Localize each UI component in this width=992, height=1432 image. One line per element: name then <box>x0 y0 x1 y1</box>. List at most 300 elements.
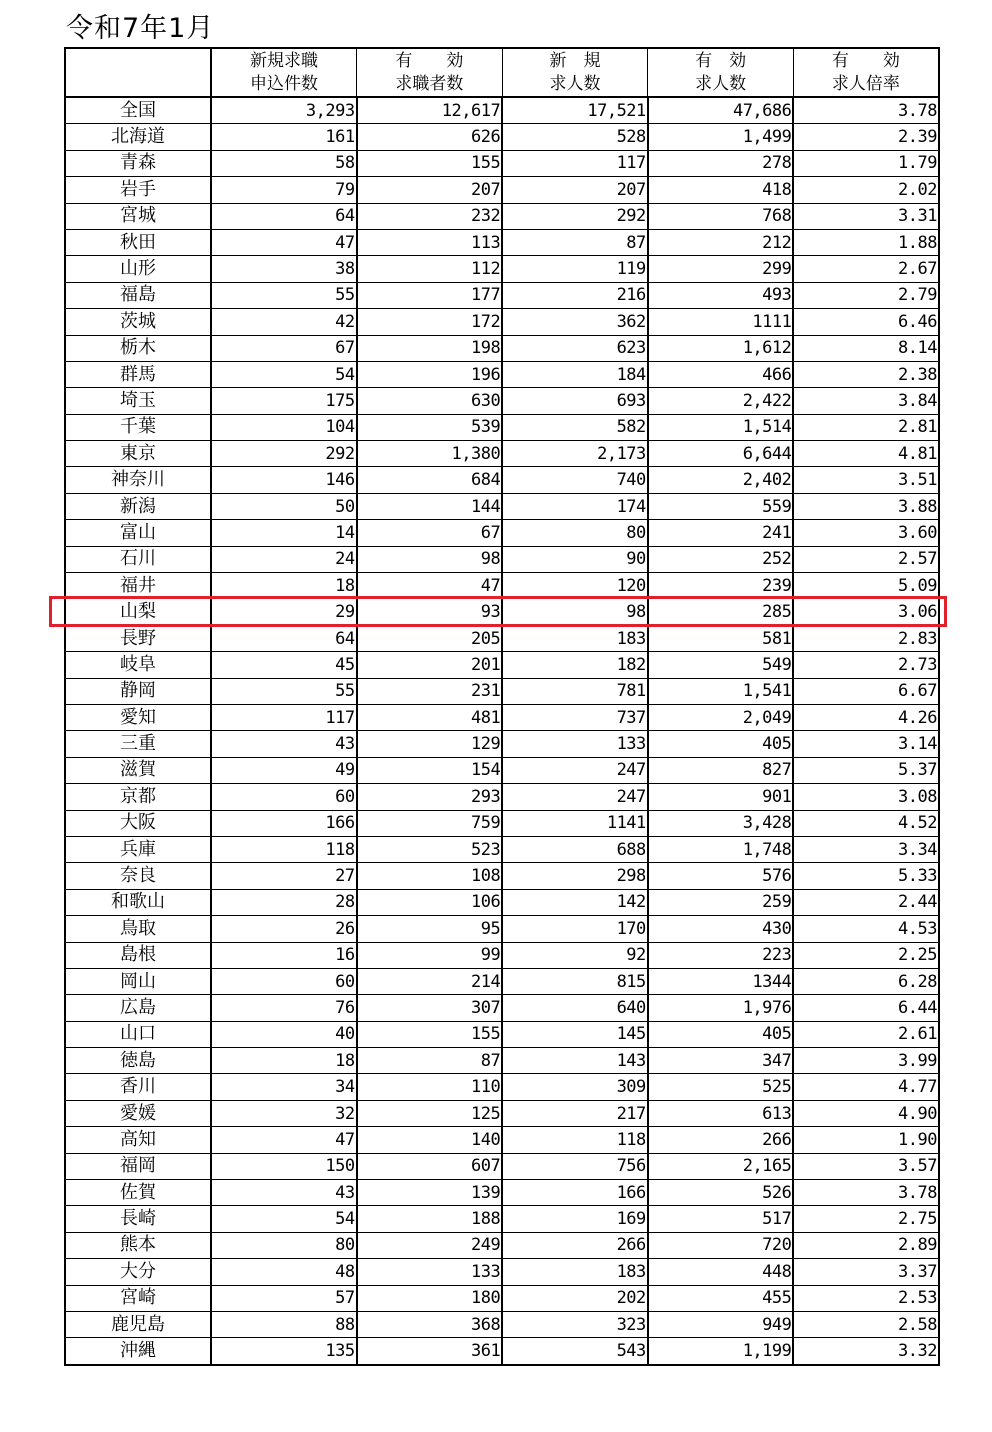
active-openings-cell: 1111 <box>648 309 794 335</box>
ratio-cell: 6.46 <box>793 309 939 335</box>
ratio-cell: 4.26 <box>793 704 939 730</box>
active-seekers-cell: 95 <box>357 916 503 942</box>
active-seekers-cell: 155 <box>357 1021 503 1047</box>
ratio-cell: 2.57 <box>793 546 939 572</box>
new-openings-cell: 292 <box>502 203 648 229</box>
new-openings-cell: 247 <box>502 784 648 810</box>
new-applications-cell: 135 <box>211 1338 357 1365</box>
new-openings-cell: 120 <box>502 573 648 599</box>
table-row <box>65 995 939 1021</box>
active-openings-cell: 418 <box>648 177 794 203</box>
ratio-cell: 2.02 <box>793 177 939 203</box>
active-openings-cell: 405 <box>648 1021 794 1047</box>
header-active-openings <box>648 48 794 97</box>
prefecture-cell: 岡山 <box>65 968 211 994</box>
ratio-cell: 3.51 <box>793 467 939 493</box>
active-openings-cell: 1,748 <box>648 836 794 862</box>
table-row <box>65 309 939 335</box>
active-seekers-cell: 293 <box>357 784 503 810</box>
new-openings-cell: 2,173 <box>502 441 648 467</box>
table-row <box>65 441 939 467</box>
new-applications-cell: 175 <box>211 388 357 414</box>
table-row <box>65 493 939 519</box>
active-openings-cell: 526 <box>648 1180 794 1206</box>
ratio-cell: 6.44 <box>793 995 939 1021</box>
header-active-seekers <box>357 48 503 97</box>
active-seekers-cell: 198 <box>357 335 503 361</box>
header-line: 新 規 <box>549 50 601 71</box>
table-row <box>65 942 939 968</box>
prefecture-cell: 徳島 <box>65 1048 211 1074</box>
new-openings-cell: 119 <box>502 256 648 282</box>
new-applications-cell: 161 <box>211 124 357 150</box>
table-row <box>65 916 939 942</box>
header-new-openings <box>502 48 648 97</box>
active-seekers-cell: 249 <box>357 1232 503 1258</box>
active-seekers-cell: 481 <box>357 704 503 730</box>
active-openings-cell: 252 <box>648 546 794 572</box>
new-openings-cell: 640 <box>502 995 648 1021</box>
active-seekers-cell: 110 <box>357 1074 503 1100</box>
new-applications-cell: 117 <box>211 704 357 730</box>
new-applications-cell: 79 <box>211 177 357 203</box>
new-openings-cell: 202 <box>502 1285 648 1311</box>
ratio-cell: 2.38 <box>793 361 939 387</box>
active-seekers-cell: 196 <box>357 361 503 387</box>
new-applications-cell: 76 <box>211 995 357 1021</box>
table-row <box>65 968 939 994</box>
new-openings-cell: 582 <box>502 414 648 440</box>
new-applications-cell: 24 <box>211 546 357 572</box>
table-row <box>65 1206 939 1232</box>
header-new-applications <box>211 48 357 97</box>
active-openings-cell: 768 <box>648 203 794 229</box>
active-openings-cell: 581 <box>648 625 794 651</box>
new-openings-cell: 169 <box>502 1206 648 1232</box>
header-line: 求職者数 <box>395 73 464 94</box>
active-seekers-cell: 108 <box>357 863 503 889</box>
active-seekers-cell: 155 <box>357 150 503 176</box>
prefecture-cell: 島根 <box>65 942 211 968</box>
new-applications-cell: 27 <box>211 863 357 889</box>
new-openings-cell: 362 <box>502 309 648 335</box>
new-applications-cell: 55 <box>211 678 357 704</box>
table-row <box>65 467 939 493</box>
prefecture-cell: 香川 <box>65 1074 211 1100</box>
new-applications-cell: 166 <box>211 810 357 836</box>
prefecture-cell: 三重 <box>65 731 211 757</box>
active-openings-cell: 493 <box>648 282 794 308</box>
header-row <box>65 48 939 97</box>
new-applications-cell: 50 <box>211 493 357 519</box>
new-openings-cell: 1141 <box>502 810 648 836</box>
table-row <box>65 1048 939 1074</box>
active-seekers-cell: 214 <box>357 968 503 994</box>
active-openings-cell: 2,402 <box>648 467 794 493</box>
new-openings-cell: 266 <box>502 1232 648 1258</box>
ratio-cell: 3.88 <box>793 493 939 519</box>
header-line: 有 効 <box>695 50 747 71</box>
table-row <box>65 388 939 414</box>
new-applications-cell: 45 <box>211 652 357 678</box>
active-openings-cell: 455 <box>648 1285 794 1311</box>
table-row <box>65 520 939 546</box>
ratio-cell: 2.39 <box>793 124 939 150</box>
ratio-cell: 1.90 <box>793 1127 939 1153</box>
prefecture-cell: 岩手 <box>65 177 211 203</box>
ratio-cell: 1.79 <box>793 150 939 176</box>
table-row <box>65 256 939 282</box>
new-openings-cell: 183 <box>502 1259 648 1285</box>
ratio-cell: 1.88 <box>793 229 939 255</box>
table-row <box>65 546 939 572</box>
prefecture-cell: 沖縄 <box>65 1338 211 1365</box>
new-openings-cell: 781 <box>502 678 648 704</box>
prefecture-cell: 群馬 <box>65 361 211 387</box>
ratio-cell: 5.33 <box>793 863 939 889</box>
prefecture-cell: 山形 <box>65 256 211 282</box>
header-line: 申込件数 <box>250 73 319 94</box>
active-openings-cell: 559 <box>648 493 794 519</box>
prefecture-cell: 山口 <box>65 1021 211 1047</box>
active-seekers-cell: 12,617 <box>357 97 503 124</box>
active-openings-cell: 525 <box>648 1074 794 1100</box>
ratio-cell: 3.99 <box>793 1048 939 1074</box>
new-openings-cell: 623 <box>502 335 648 361</box>
active-openings-cell: 47,686 <box>648 97 794 124</box>
new-openings-cell: 145 <box>502 1021 648 1047</box>
active-openings-cell: 2,049 <box>648 704 794 730</box>
ratio-cell: 5.37 <box>793 757 939 783</box>
active-seekers-cell: 232 <box>357 203 503 229</box>
header-line: 新規求職 <box>250 50 319 71</box>
active-openings-cell: 430 <box>648 916 794 942</box>
active-seekers-cell: 113 <box>357 229 503 255</box>
active-openings-cell: 299 <box>648 256 794 282</box>
ratio-cell: 4.52 <box>793 810 939 836</box>
ratio-cell: 3.84 <box>793 388 939 414</box>
new-openings-cell: 217 <box>502 1100 648 1126</box>
active-seekers-cell: 67 <box>357 520 503 546</box>
new-openings-cell: 183 <box>502 625 648 651</box>
prefecture-cell: 全国 <box>65 97 211 124</box>
prefecture-cell: 熊本 <box>65 1232 211 1258</box>
new-applications-cell: 54 <box>211 361 357 387</box>
new-applications-cell: 40 <box>211 1021 357 1047</box>
new-openings-cell: 815 <box>502 968 648 994</box>
new-applications-cell: 60 <box>211 784 357 810</box>
table-row <box>65 836 939 862</box>
table-row <box>65 1285 939 1311</box>
new-openings-cell: 17,521 <box>502 97 648 124</box>
active-openings-cell: 1,199 <box>648 1338 794 1365</box>
ratio-cell: 2.81 <box>793 414 939 440</box>
header-line: 求人数 <box>695 73 747 94</box>
prefecture-cell: 長崎 <box>65 1206 211 1232</box>
new-openings-cell: 309 <box>502 1074 648 1100</box>
table-row <box>65 1232 939 1258</box>
table-row <box>65 599 939 625</box>
prefecture-cell: 佐賀 <box>65 1180 211 1206</box>
new-applications-cell: 43 <box>211 1180 357 1206</box>
prefecture-cell: 愛媛 <box>65 1100 211 1126</box>
table-row <box>65 203 939 229</box>
active-seekers-cell: 523 <box>357 836 503 862</box>
table-row <box>65 1021 939 1047</box>
new-openings-cell: 80 <box>502 520 648 546</box>
active-seekers-cell: 539 <box>357 414 503 440</box>
header-openings-ratio <box>793 48 939 97</box>
active-seekers-cell: 307 <box>357 995 503 1021</box>
new-applications-cell: 67 <box>211 335 357 361</box>
active-seekers-cell: 139 <box>357 1180 503 1206</box>
prefecture-cell: 和歌山 <box>65 889 211 915</box>
new-applications-cell: 29 <box>211 599 357 625</box>
prefecture-cell: 京都 <box>65 784 211 810</box>
ratio-cell: 2.89 <box>793 1232 939 1258</box>
active-openings-cell: 901 <box>648 784 794 810</box>
new-applications-cell: 64 <box>211 625 357 651</box>
active-seekers-cell: 1,380 <box>357 441 503 467</box>
prefecture-cell: 鹿児島 <box>65 1311 211 1337</box>
prefecture-cell: 静岡 <box>65 678 211 704</box>
new-applications-cell: 292 <box>211 441 357 467</box>
table-row <box>65 150 939 176</box>
active-openings-cell: 466 <box>648 361 794 387</box>
prefecture-cell: 鳥取 <box>65 916 211 942</box>
ratio-cell: 3.60 <box>793 520 939 546</box>
active-openings-cell: 613 <box>648 1100 794 1126</box>
new-applications-cell: 80 <box>211 1232 357 1258</box>
table-row <box>65 282 939 308</box>
prefecture-cell: 長野 <box>65 625 211 651</box>
prefecture-cell: 愛知 <box>65 704 211 730</box>
table-row <box>65 1311 939 1337</box>
prefecture-cell: 石川 <box>65 546 211 572</box>
prefecture-cell: 福岡 <box>65 1153 211 1179</box>
active-seekers-cell: 172 <box>357 309 503 335</box>
new-openings-cell: 740 <box>502 467 648 493</box>
active-openings-cell: 720 <box>648 1232 794 1258</box>
ratio-cell: 3.34 <box>793 836 939 862</box>
prefecture-cell: 東京 <box>65 441 211 467</box>
table-row <box>65 177 939 203</box>
new-applications-cell: 38 <box>211 256 357 282</box>
active-seekers-cell: 140 <box>357 1127 503 1153</box>
ratio-cell: 3.78 <box>793 1180 939 1206</box>
new-applications-cell: 47 <box>211 1127 357 1153</box>
active-seekers-cell: 144 <box>357 493 503 519</box>
ratio-cell: 2.25 <box>793 942 939 968</box>
new-applications-cell: 118 <box>211 836 357 862</box>
new-openings-cell: 688 <box>502 836 648 862</box>
new-openings-cell: 174 <box>502 493 648 519</box>
new-applications-cell: 47 <box>211 229 357 255</box>
active-openings-cell: 2,422 <box>648 388 794 414</box>
table-row <box>65 652 939 678</box>
active-seekers-cell: 125 <box>357 1100 503 1126</box>
active-openings-cell: 1,514 <box>648 414 794 440</box>
ratio-cell: 3.37 <box>793 1259 939 1285</box>
prefecture-cell: 千葉 <box>65 414 211 440</box>
active-seekers-cell: 607 <box>357 1153 503 1179</box>
prefecture-cell: 兵庫 <box>65 836 211 862</box>
ratio-cell: 4.53 <box>793 916 939 942</box>
active-openings-cell: 285 <box>648 599 794 625</box>
ratio-cell: 3.78 <box>793 97 939 124</box>
table-row <box>65 810 939 836</box>
header-line: 求人倍率 <box>831 73 900 94</box>
prefecture-cell: 埼玉 <box>65 388 211 414</box>
prefecture-cell: 新潟 <box>65 493 211 519</box>
ratio-cell: 2.75 <box>793 1206 939 1232</box>
new-openings-cell: 737 <box>502 704 648 730</box>
new-applications-cell: 57 <box>211 1285 357 1311</box>
ratio-cell: 3.31 <box>793 203 939 229</box>
ratio-cell: 2.79 <box>793 282 939 308</box>
prefecture-cell: 青森 <box>65 150 211 176</box>
new-openings-cell: 87 <box>502 229 648 255</box>
new-applications-cell: 54 <box>211 1206 357 1232</box>
page-title: 令和7年1月 <box>66 13 215 44</box>
table-row <box>65 124 939 150</box>
prefecture-cell: 神奈川 <box>65 467 211 493</box>
prefecture-cell: 広島 <box>65 995 211 1021</box>
new-openings-cell: 117 <box>502 150 648 176</box>
active-openings-cell: 1344 <box>648 968 794 994</box>
active-seekers-cell: 106 <box>357 889 503 915</box>
active-seekers-cell: 361 <box>357 1338 503 1365</box>
ratio-cell: 2.83 <box>793 625 939 651</box>
table-row <box>65 573 939 599</box>
active-seekers-cell: 99 <box>357 942 503 968</box>
new-openings-cell: 118 <box>502 1127 648 1153</box>
active-seekers-cell: 188 <box>357 1206 503 1232</box>
active-seekers-cell: 684 <box>357 467 503 493</box>
prefecture-cell: 福井 <box>65 573 211 599</box>
active-seekers-cell: 112 <box>357 256 503 282</box>
ratio-cell: 4.81 <box>793 441 939 467</box>
new-applications-cell: 3,293 <box>211 97 357 124</box>
active-seekers-cell: 180 <box>357 1285 503 1311</box>
ratio-cell: 3.14 <box>793 731 939 757</box>
new-openings-cell: 247 <box>502 757 648 783</box>
ratio-cell: 2.73 <box>793 652 939 678</box>
prefecture-cell: 栃木 <box>65 335 211 361</box>
active-openings-cell: 3,428 <box>648 810 794 836</box>
new-applications-cell: 104 <box>211 414 357 440</box>
active-openings-cell: 223 <box>648 942 794 968</box>
ratio-cell: 8.14 <box>793 335 939 361</box>
new-openings-cell: 298 <box>502 863 648 889</box>
prefecture-cell: 宮崎 <box>65 1285 211 1311</box>
ratio-cell: 2.67 <box>793 256 939 282</box>
prefecture-cell: 大分 <box>65 1259 211 1285</box>
active-seekers-cell: 98 <box>357 546 503 572</box>
prefecture-cell: 山梨 <box>65 599 211 625</box>
active-seekers-cell: 368 <box>357 1311 503 1337</box>
prefecture-cell: 高知 <box>65 1127 211 1153</box>
ratio-cell: 3.57 <box>793 1153 939 1179</box>
new-openings-cell: 182 <box>502 652 648 678</box>
active-seekers-cell: 201 <box>357 652 503 678</box>
new-applications-cell: 48 <box>211 1259 357 1285</box>
new-applications-cell: 26 <box>211 916 357 942</box>
table-row <box>65 889 939 915</box>
active-openings-cell: 2,165 <box>648 1153 794 1179</box>
table-row <box>65 335 939 361</box>
new-applications-cell: 18 <box>211 1048 357 1074</box>
active-seekers-cell: 154 <box>357 757 503 783</box>
active-openings-cell: 1,541 <box>648 678 794 704</box>
active-openings-cell: 278 <box>648 150 794 176</box>
table-row <box>65 229 939 255</box>
table-row <box>65 97 939 124</box>
new-openings-cell: 98 <box>502 599 648 625</box>
new-openings-cell: 323 <box>502 1311 648 1337</box>
active-seekers-cell: 129 <box>357 731 503 757</box>
ratio-cell: 5.09 <box>793 573 939 599</box>
active-openings-cell: 949 <box>648 1311 794 1337</box>
new-applications-cell: 14 <box>211 520 357 546</box>
table-row <box>65 1259 939 1285</box>
new-openings-cell: 166 <box>502 1180 648 1206</box>
ratio-cell: 4.77 <box>793 1074 939 1100</box>
active-seekers-cell: 231 <box>357 678 503 704</box>
table-row <box>65 1153 939 1179</box>
active-openings-cell: 347 <box>648 1048 794 1074</box>
new-openings-cell: 216 <box>502 282 648 308</box>
ratio-cell: 3.32 <box>793 1338 939 1365</box>
active-openings-cell: 576 <box>648 863 794 889</box>
new-applications-cell: 28 <box>211 889 357 915</box>
active-seekers-cell: 626 <box>357 124 503 150</box>
active-seekers-cell: 630 <box>357 388 503 414</box>
new-openings-cell: 184 <box>502 361 648 387</box>
ratio-cell: 3.06 <box>793 599 939 625</box>
active-openings-cell: 405 <box>648 731 794 757</box>
table-row <box>65 625 939 651</box>
prefecture-cell: 宮城 <box>65 203 211 229</box>
table-row <box>65 678 939 704</box>
active-seekers-cell: 87 <box>357 1048 503 1074</box>
new-applications-cell: 150 <box>211 1153 357 1179</box>
ratio-cell: 2.61 <box>793 1021 939 1047</box>
active-openings-cell: 827 <box>648 757 794 783</box>
new-applications-cell: 60 <box>211 968 357 994</box>
new-applications-cell: 55 <box>211 282 357 308</box>
ratio-cell: 2.53 <box>793 1285 939 1311</box>
new-applications-cell: 49 <box>211 757 357 783</box>
prefecture-cell: 福島 <box>65 282 211 308</box>
table-row <box>65 1180 939 1206</box>
active-seekers-cell: 133 <box>357 1259 503 1285</box>
table-row <box>65 731 939 757</box>
table-row <box>65 1074 939 1100</box>
new-openings-cell: 207 <box>502 177 648 203</box>
active-openings-cell: 212 <box>648 229 794 255</box>
ratio-cell: 3.08 <box>793 784 939 810</box>
prefecture-cell: 奈良 <box>65 863 211 889</box>
active-openings-cell: 241 <box>648 520 794 546</box>
active-openings-cell: 239 <box>648 573 794 599</box>
header-line: 有 効 <box>831 50 900 71</box>
new-applications-cell: 64 <box>211 203 357 229</box>
table-row <box>65 414 939 440</box>
prefecture-cell: 茨城 <box>65 309 211 335</box>
table-row <box>65 1338 939 1365</box>
new-applications-cell: 32 <box>211 1100 357 1126</box>
